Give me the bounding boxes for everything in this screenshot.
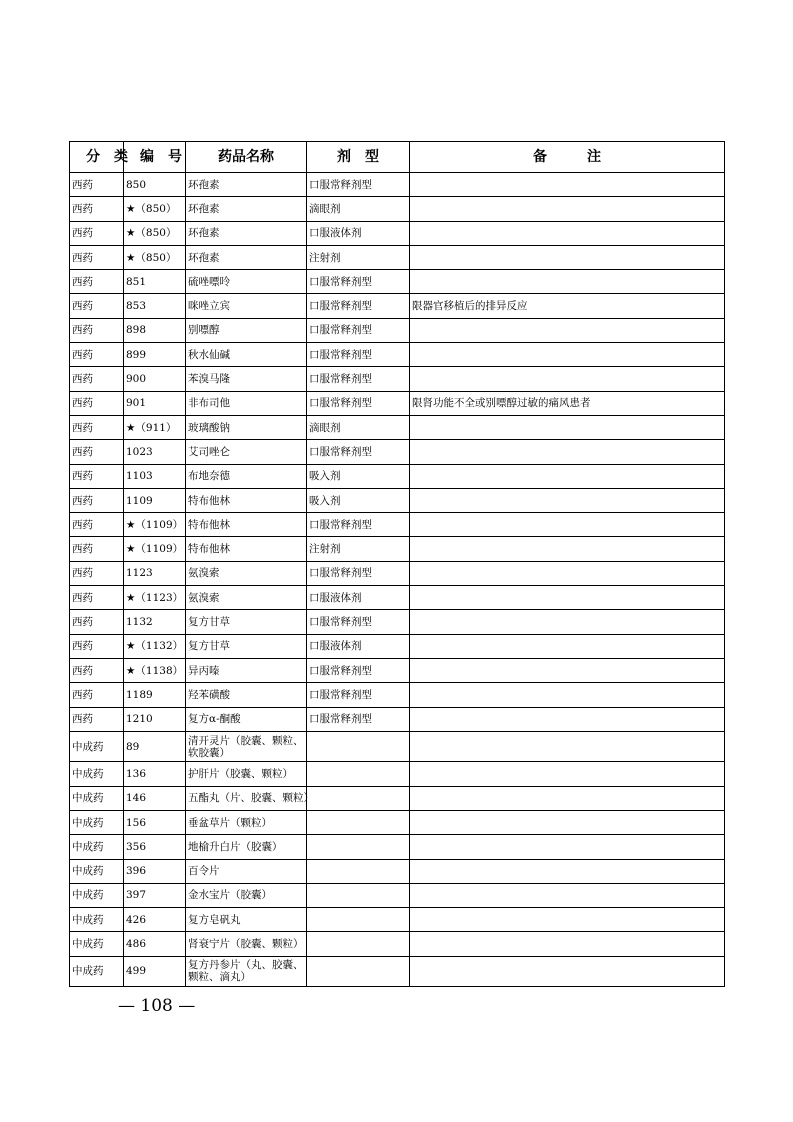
- cell-dosage-form: 口服常释剂型: [307, 610, 410, 634]
- cell-drug-name: 复方甘草: [186, 610, 307, 634]
- cell-category: 中成药: [70, 762, 124, 786]
- cell-category: 中成药: [70, 786, 124, 810]
- cell-number: 1023: [124, 440, 186, 464]
- cell-category: 西药: [70, 707, 124, 731]
- cell-dosage-form: 吸入剂: [307, 464, 410, 488]
- cell-note: [410, 173, 725, 197]
- table-row: [70, 270, 725, 294]
- cell-dosage-form: 口服常释剂型: [307, 440, 410, 464]
- cell-dosage-form: [307, 835, 410, 859]
- cell-note: [410, 859, 725, 883]
- cell-dosage-form: 口服常释剂型: [307, 391, 410, 415]
- cell-number: 499: [124, 956, 186, 987]
- cell-number: 900: [124, 367, 186, 391]
- table-row: [70, 367, 725, 391]
- drug-table: [69, 141, 725, 987]
- table-row: [70, 859, 725, 883]
- table-row: [70, 634, 725, 658]
- cell-note: 限肾功能不全或别嘌醇过敏的痛风患者: [410, 391, 725, 415]
- cell-category: 西药: [70, 415, 124, 439]
- cell-note: [410, 908, 725, 932]
- cell-category: 西药: [70, 537, 124, 561]
- cell-number: 396: [124, 859, 186, 883]
- cell-drug-name: 环孢素: [186, 197, 307, 221]
- table-row: [70, 932, 725, 956]
- cell-dosage-form: 注射剂: [307, 537, 410, 561]
- cell-note: [410, 586, 725, 610]
- cell-number: 1109: [124, 488, 186, 512]
- cell-drug-name: 复方甘草: [186, 634, 307, 658]
- cell-category: 西药: [70, 610, 124, 634]
- cell-dosage-form: 口服常释剂型: [307, 318, 410, 342]
- table-row: [70, 707, 725, 731]
- cell-note: [410, 683, 725, 707]
- table-row: [70, 956, 725, 987]
- cell-number: 1189: [124, 683, 186, 707]
- cell-drug-name: 护肝片（胶囊、颗粒）: [186, 762, 307, 786]
- cell-dosage-form: 口服液体剂: [307, 586, 410, 610]
- cell-note: [410, 440, 725, 464]
- cell-category: 中成药: [70, 932, 124, 956]
- cell-category: 西药: [70, 513, 124, 537]
- cell-category: 中成药: [70, 908, 124, 932]
- cell-dosage-form: 口服常释剂型: [307, 294, 410, 318]
- table-row: [70, 908, 725, 932]
- cell-dosage-form: 口服常释剂型: [307, 270, 410, 294]
- cell-number: ★（1109）: [124, 537, 186, 561]
- cell-drug-name: 苯溴马隆: [186, 367, 307, 391]
- cell-category: 西药: [70, 197, 124, 221]
- header-category: 分类: [70, 142, 124, 173]
- cell-drug-name: 环孢素: [186, 221, 307, 245]
- cell-category: 西药: [70, 367, 124, 391]
- cell-dosage-form: 注射剂: [307, 245, 410, 269]
- cell-number: ★（1132）: [124, 634, 186, 658]
- cell-dosage-form: [307, 731, 410, 762]
- cell-drug-name: 复方丹参片（丸、胶囊、颗粒、滴丸）: [186, 956, 307, 987]
- cell-drug-name: 复方皂矾丸: [186, 908, 307, 932]
- table-row: [70, 731, 725, 762]
- cell-dosage-form: 滴眼剂: [307, 197, 410, 221]
- cell-category: 西药: [70, 634, 124, 658]
- cell-drug-name: 艾司唑仑: [186, 440, 307, 464]
- cell-note: [410, 245, 725, 269]
- cell-drug-name: 氨溴索: [186, 586, 307, 610]
- cell-category: 西药: [70, 440, 124, 464]
- cell-dosage-form: [307, 859, 410, 883]
- cell-drug-name: 清开灵片（胶囊、颗粒、软胶囊）: [186, 731, 307, 762]
- cell-number: ★（1123）: [124, 586, 186, 610]
- page-number: — 108 —: [118, 996, 196, 1016]
- cell-number: 901: [124, 391, 186, 415]
- table-row: [70, 762, 725, 786]
- cell-category: 西药: [70, 245, 124, 269]
- cell-dosage-form: [307, 810, 410, 834]
- cell-drug-name: 地榆升白片（胶囊）: [186, 835, 307, 859]
- table-row: [70, 683, 725, 707]
- cell-number: 136: [124, 762, 186, 786]
- cell-category: 西药: [70, 270, 124, 294]
- cell-dosage-form: 口服常释剂型: [307, 683, 410, 707]
- cell-category: 西药: [70, 683, 124, 707]
- cell-category: 中成药: [70, 883, 124, 907]
- cell-drug-name: 环孢素: [186, 173, 307, 197]
- cell-note: [410, 810, 725, 834]
- cell-note: [410, 488, 725, 512]
- cell-category: 西药: [70, 318, 124, 342]
- cell-number: 486: [124, 932, 186, 956]
- cell-number: 397: [124, 883, 186, 907]
- cell-dosage-form: 口服液体剂: [307, 221, 410, 245]
- cell-category: 西药: [70, 658, 124, 682]
- cell-note: [410, 956, 725, 987]
- cell-number: 1103: [124, 464, 186, 488]
- table-row: [70, 786, 725, 810]
- cell-category: 西药: [70, 221, 124, 245]
- cell-number: 1210: [124, 707, 186, 731]
- table-row: [70, 415, 725, 439]
- cell-dosage-form: 吸入剂: [307, 488, 410, 512]
- header-dosage-form: 剂型: [307, 142, 410, 173]
- cell-dosage-form: 滴眼剂: [307, 415, 410, 439]
- cell-drug-name: 百令片: [186, 859, 307, 883]
- cell-drug-name: 非布司他: [186, 391, 307, 415]
- table-row: [70, 245, 725, 269]
- cell-dosage-form: [307, 908, 410, 932]
- cell-number: 89: [124, 731, 186, 762]
- table-row: [70, 391, 725, 415]
- cell-category: 西药: [70, 294, 124, 318]
- cell-drug-name: 环孢素: [186, 245, 307, 269]
- cell-dosage-form: 口服常释剂型: [307, 173, 410, 197]
- table-row: [70, 440, 725, 464]
- cell-drug-name: 玻璃酸钠: [186, 415, 307, 439]
- cell-category: 西药: [70, 343, 124, 367]
- cell-dosage-form: 口服常释剂型: [307, 658, 410, 682]
- cell-dosage-form: [307, 932, 410, 956]
- cell-note: [410, 513, 725, 537]
- table-row: [70, 835, 725, 859]
- cell-dosage-form: [307, 956, 410, 987]
- table-row: [70, 318, 725, 342]
- cell-dosage-form: 口服液体剂: [307, 634, 410, 658]
- cell-note: [410, 610, 725, 634]
- cell-drug-name: 别嘌醇: [186, 318, 307, 342]
- table-row: [70, 464, 725, 488]
- cell-drug-name: 羟苯磺酸: [186, 683, 307, 707]
- cell-dosage-form: [307, 786, 410, 810]
- cell-drug-name: 特布他林: [186, 513, 307, 537]
- cell-category: 中成药: [70, 956, 124, 987]
- cell-number: 899: [124, 343, 186, 367]
- cell-category: 中成药: [70, 835, 124, 859]
- table-row: [70, 343, 725, 367]
- table-row: [70, 561, 725, 585]
- cell-drug-name: 垂盆草片（颗粒）: [186, 810, 307, 834]
- table-body: [70, 173, 725, 987]
- table-row: [70, 810, 725, 834]
- cell-number: ★（1138）: [124, 658, 186, 682]
- cell-note: 限器官移植后的排异反应: [410, 294, 725, 318]
- cell-drug-name: 硫唑嘌呤: [186, 270, 307, 294]
- cell-note: [410, 270, 725, 294]
- table-row: [70, 173, 725, 197]
- cell-note: [410, 883, 725, 907]
- cell-number: 426: [124, 908, 186, 932]
- header-note: 备注: [410, 142, 725, 173]
- table-row: [70, 488, 725, 512]
- cell-number: 356: [124, 835, 186, 859]
- cell-dosage-form: 口服常释剂型: [307, 513, 410, 537]
- cell-number: 853: [124, 294, 186, 318]
- cell-drug-name: 特布他林: [186, 488, 307, 512]
- cell-note: [410, 731, 725, 762]
- cell-drug-name: 特布他林: [186, 537, 307, 561]
- cell-drug-name: 五酯丸（片、胶囊、颗粒）: [186, 786, 307, 810]
- cell-number: 156: [124, 810, 186, 834]
- header-drug-name: 药品名称: [186, 142, 307, 173]
- cell-drug-name: 复方α-酮酸: [186, 707, 307, 731]
- cell-category: 西药: [70, 561, 124, 585]
- table-row: [70, 513, 725, 537]
- cell-note: [410, 367, 725, 391]
- cell-dosage-form: 口服常释剂型: [307, 707, 410, 731]
- cell-note: [410, 658, 725, 682]
- cell-note: [410, 762, 725, 786]
- cell-drug-name: 咪唑立宾: [186, 294, 307, 318]
- cell-note: [410, 343, 725, 367]
- cell-note: [410, 415, 725, 439]
- cell-note: [410, 932, 725, 956]
- cell-dosage-form: [307, 762, 410, 786]
- cell-number: 850: [124, 173, 186, 197]
- cell-drug-name: 氨溴索: [186, 561, 307, 585]
- table-row: [70, 883, 725, 907]
- cell-number: 146: [124, 786, 186, 810]
- cell-note: [410, 786, 725, 810]
- header-number: 编号: [124, 142, 186, 173]
- table-row: [70, 658, 725, 682]
- cell-note: [410, 561, 725, 585]
- cell-category: 中成药: [70, 810, 124, 834]
- cell-number: ★（911）: [124, 415, 186, 439]
- table-row: [70, 586, 725, 610]
- cell-dosage-form: 口服常释剂型: [307, 561, 410, 585]
- cell-note: [410, 707, 725, 731]
- cell-number: ★（850）: [124, 221, 186, 245]
- cell-number: 898: [124, 318, 186, 342]
- cell-category: 中成药: [70, 859, 124, 883]
- cell-note: [410, 221, 725, 245]
- cell-number: 851: [124, 270, 186, 294]
- table-row: [70, 610, 725, 634]
- table-header-row: [70, 142, 725, 173]
- cell-dosage-form: 口服常释剂型: [307, 367, 410, 391]
- cell-note: [410, 464, 725, 488]
- cell-drug-name: 秋水仙碱: [186, 343, 307, 367]
- cell-drug-name: 布地奈德: [186, 464, 307, 488]
- cell-note: [410, 197, 725, 221]
- cell-note: [410, 318, 725, 342]
- cell-note: [410, 835, 725, 859]
- cell-number: ★（1109）: [124, 513, 186, 537]
- cell-note: [410, 634, 725, 658]
- cell-category: 西药: [70, 173, 124, 197]
- cell-drug-name: 异丙嗪: [186, 658, 307, 682]
- cell-dosage-form: 口服常释剂型: [307, 343, 410, 367]
- cell-category: 西药: [70, 464, 124, 488]
- table-row: [70, 537, 725, 561]
- cell-number: 1132: [124, 610, 186, 634]
- cell-category: 西药: [70, 586, 124, 610]
- cell-number: 1123: [124, 561, 186, 585]
- cell-number: ★（850）: [124, 197, 186, 221]
- cell-note: [410, 537, 725, 561]
- table-row: [70, 197, 725, 221]
- cell-category: 西药: [70, 488, 124, 512]
- table-row: [70, 294, 725, 318]
- table-row: [70, 221, 725, 245]
- cell-drug-name: 金水宝片（胶囊）: [186, 883, 307, 907]
- cell-category: 西药: [70, 391, 124, 415]
- cell-number: ★（850）: [124, 245, 186, 269]
- cell-dosage-form: [307, 883, 410, 907]
- cell-category: 中成药: [70, 731, 124, 762]
- cell-drug-name: 肾衰宁片（胶囊、颗粒）: [186, 932, 307, 956]
